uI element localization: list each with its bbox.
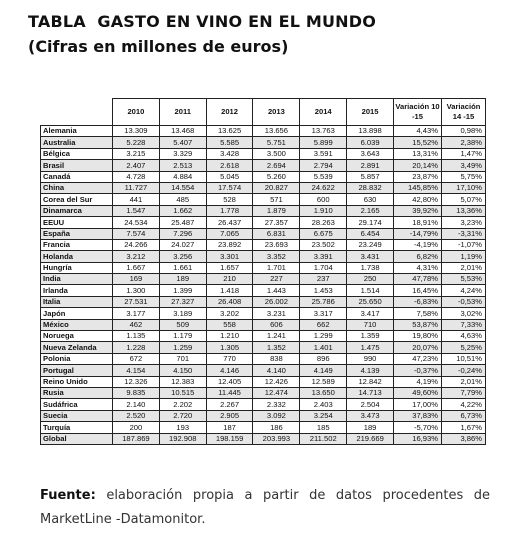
value-cell: 227 <box>253 274 300 285</box>
country-cell: Bélgica <box>41 148 113 159</box>
value-cell: 26.437 <box>206 217 253 228</box>
table-row <box>41 228 486 239</box>
value-cell: 1.704 <box>300 262 347 273</box>
value-cell: 3.215 <box>113 148 160 159</box>
table-row <box>41 148 486 159</box>
value-cell: 211.502 <box>300 433 347 444</box>
value-cell: 2.202 <box>159 399 206 410</box>
value-cell: 198.159 <box>206 433 253 444</box>
table-row <box>41 274 486 285</box>
variation-cell: 13,36% <box>442 205 486 216</box>
variation-cell: 1,67% <box>442 422 486 433</box>
value-cell: 27.327 <box>159 296 206 307</box>
header-year: 2014 <box>300 99 347 126</box>
country-cell: Francia <box>41 239 113 250</box>
variation-cell: 47,78% <box>394 274 442 285</box>
header-year: 2010 <box>113 99 160 126</box>
value-cell: 186 <box>253 422 300 433</box>
value-cell: 12.326 <box>113 376 160 387</box>
value-cell: 237 <box>300 274 347 285</box>
value-cell: 558 <box>206 319 253 330</box>
table-header-row <box>41 99 486 126</box>
variation-cell: 6,82% <box>394 251 442 262</box>
table-row <box>41 285 486 296</box>
variation-cell: -0,53% <box>442 296 486 307</box>
value-cell: 11.445 <box>206 387 253 398</box>
header-year: 2013 <box>253 99 300 126</box>
value-cell: 2.520 <box>113 410 160 421</box>
value-cell: 710 <box>347 319 394 330</box>
header-variation-14-15: Variación 14 -15 <box>442 99 486 126</box>
value-cell: 13.898 <box>347 126 394 137</box>
variation-cell: 1,19% <box>442 251 486 262</box>
country-cell: Hungría <box>41 262 113 273</box>
variation-cell: -4,19% <box>394 239 442 250</box>
value-cell: 4.154 <box>113 365 160 376</box>
value-cell: 13.309 <box>113 126 160 137</box>
value-cell: 571 <box>253 194 300 205</box>
country-cell: Noruega <box>41 331 113 342</box>
value-cell: 5.857 <box>347 171 394 182</box>
value-cell: 5.407 <box>159 137 206 148</box>
table-row <box>41 182 486 193</box>
value-cell: 5.539 <box>300 171 347 182</box>
variation-cell: 53,87% <box>394 319 442 330</box>
variation-cell: 7,33% <box>442 319 486 330</box>
value-cell: 3.301 <box>206 251 253 262</box>
value-cell: 1.778 <box>206 205 253 216</box>
value-cell: 9.835 <box>113 387 160 398</box>
country-cell: Rusia <box>41 387 113 398</box>
country-cell: Holanda <box>41 251 113 262</box>
value-cell: 630 <box>347 194 394 205</box>
value-cell: 5.045 <box>206 171 253 182</box>
table-row <box>41 353 486 364</box>
value-cell: 23.249 <box>347 239 394 250</box>
variation-cell: 13,31% <box>394 148 442 159</box>
variation-cell: 3,49% <box>442 160 486 171</box>
table-row <box>41 137 486 148</box>
value-cell: 1.661 <box>159 262 206 273</box>
value-cell: 3.329 <box>159 148 206 159</box>
value-cell: 219.669 <box>347 433 394 444</box>
value-cell: 2.891 <box>347 160 394 171</box>
value-cell: 1.514 <box>347 285 394 296</box>
value-cell: 3.428 <box>206 148 253 159</box>
variation-cell: -0,37% <box>394 365 442 376</box>
variation-cell: 3,86% <box>442 433 486 444</box>
variation-cell: 23,87% <box>394 171 442 182</box>
country-cell: Turquía <box>41 422 113 433</box>
variation-cell: 4,31% <box>394 262 442 273</box>
table-row <box>41 171 486 182</box>
value-cell: 1.210 <box>206 331 253 342</box>
table-row <box>41 205 486 216</box>
value-cell: 2.905 <box>206 410 253 421</box>
value-cell: 6.675 <box>300 228 347 239</box>
value-cell: 200 <box>113 422 160 433</box>
value-cell: 2.694 <box>253 160 300 171</box>
value-cell: 192.908 <box>159 433 206 444</box>
value-cell: 1.879 <box>253 205 300 216</box>
value-cell: 187 <box>206 422 253 433</box>
value-cell: 1.662 <box>159 205 206 216</box>
variation-cell: 17,00% <box>394 399 442 410</box>
value-cell: 2.165 <box>347 205 394 216</box>
variation-cell: 4,19% <box>394 376 442 387</box>
value-cell: 17.574 <box>206 182 253 193</box>
value-cell: 1.399 <box>159 285 206 296</box>
table-body <box>41 126 486 445</box>
value-cell: 2.407 <box>113 160 160 171</box>
variation-cell: 7,58% <box>394 308 442 319</box>
variation-cell: 5,53% <box>442 274 486 285</box>
source-label: Fuente: <box>40 488 96 503</box>
value-cell: 4.139 <box>347 365 394 376</box>
value-cell: 24.027 <box>159 239 206 250</box>
table-row <box>41 239 486 250</box>
value-cell: 3.254 <box>300 410 347 421</box>
country-cell: Alemania <box>41 126 113 137</box>
value-cell: 3.189 <box>159 308 206 319</box>
value-cell: 28.832 <box>347 182 394 193</box>
value-cell: 770 <box>206 353 253 364</box>
variation-cell: 5,07% <box>442 194 486 205</box>
value-cell: 24.534 <box>113 217 160 228</box>
value-cell: 701 <box>159 353 206 364</box>
value-cell: 1.475 <box>347 342 394 353</box>
variation-cell: -3,31% <box>442 228 486 239</box>
value-cell: 509 <box>159 319 206 330</box>
value-cell: 189 <box>347 422 394 433</box>
value-cell: 13.468 <box>159 126 206 137</box>
value-cell: 2.794 <box>300 160 347 171</box>
value-cell: 4.728 <box>113 171 160 182</box>
value-cell: 2.504 <box>347 399 394 410</box>
variation-cell: 2,01% <box>442 376 486 387</box>
variation-cell: 5,75% <box>442 171 486 182</box>
header-corner <box>41 99 113 126</box>
value-cell: 189 <box>159 274 206 285</box>
country-cell: Polonia <box>41 353 113 364</box>
value-cell: 6.454 <box>347 228 394 239</box>
value-cell: 672 <box>113 353 160 364</box>
variation-cell: 49,60% <box>394 387 442 398</box>
value-cell: 14.554 <box>159 182 206 193</box>
variation-cell: -14,79% <box>394 228 442 239</box>
value-cell: 896 <box>300 353 347 364</box>
value-cell: 185 <box>300 422 347 433</box>
variation-cell: 19,80% <box>394 331 442 342</box>
value-cell: 210 <box>206 274 253 285</box>
value-cell: 5.260 <box>253 171 300 182</box>
country-cell: Suecia <box>41 410 113 421</box>
value-cell: 3.177 <box>113 308 160 319</box>
source-text: elaboración propia a partir de datos procedentes de MarketLine -Datamonitor. <box>40 488 490 527</box>
value-cell: 3.391 <box>300 251 347 262</box>
value-cell: 7.574 <box>113 228 160 239</box>
value-cell: 5.228 <box>113 137 160 148</box>
table-row <box>41 251 486 262</box>
variation-cell: 39,92% <box>394 205 442 216</box>
table-row <box>41 126 486 137</box>
value-cell: 5.585 <box>206 137 253 148</box>
value-cell: 3.202 <box>206 308 253 319</box>
value-cell: 5.751 <box>253 137 300 148</box>
value-cell: 2.618 <box>206 160 253 171</box>
value-cell: 662 <box>300 319 347 330</box>
variation-cell: 10,51% <box>442 353 486 364</box>
country-cell: Australia <box>41 137 113 148</box>
table-row <box>41 422 486 433</box>
variation-cell: 15,52% <box>394 137 442 148</box>
value-cell: 3.500 <box>253 148 300 159</box>
variation-cell: 42,80% <box>394 194 442 205</box>
value-cell: 1.443 <box>253 285 300 296</box>
value-cell: 12.426 <box>253 376 300 387</box>
value-cell: 20.827 <box>253 182 300 193</box>
value-cell: 600 <box>300 194 347 205</box>
value-cell: 24.266 <box>113 239 160 250</box>
value-cell: 3.643 <box>347 148 394 159</box>
value-cell: 13.650 <box>300 387 347 398</box>
value-cell: 3.212 <box>113 251 160 262</box>
variation-cell: 4,63% <box>442 331 486 342</box>
value-cell: 4.884 <box>159 171 206 182</box>
variation-cell: 3,02% <box>442 308 486 319</box>
value-cell: 24.622 <box>300 182 347 193</box>
value-cell: 1.359 <box>347 331 394 342</box>
value-cell: 1.667 <box>113 262 160 273</box>
value-cell: 2.720 <box>159 410 206 421</box>
value-cell: 4.150 <box>159 365 206 376</box>
country-cell: España <box>41 228 113 239</box>
value-cell: 13.656 <box>253 126 300 137</box>
value-cell: 3.231 <box>253 308 300 319</box>
table-row <box>41 308 486 319</box>
value-cell: 1.305 <box>206 342 253 353</box>
country-cell: China <box>41 182 113 193</box>
value-cell: 1.418 <box>206 285 253 296</box>
variation-cell: 1,47% <box>442 148 486 159</box>
value-cell: 29.174 <box>347 217 394 228</box>
header-year: 2012 <box>206 99 253 126</box>
table-row <box>41 296 486 307</box>
wine-spending-table <box>40 98 486 445</box>
variation-cell: 20,07% <box>394 342 442 353</box>
value-cell: 27.357 <box>253 217 300 228</box>
variation-cell: 2,01% <box>442 262 486 273</box>
value-cell: 26.408 <box>206 296 253 307</box>
variation-cell: -6,83% <box>394 296 442 307</box>
value-cell: 250 <box>347 274 394 285</box>
table-title: TABLA GASTO EN VINO EN EL MUNDO <box>28 12 377 31</box>
value-cell: 1.547 <box>113 205 160 216</box>
table-row <box>41 217 486 228</box>
value-cell: 4.140 <box>253 365 300 376</box>
value-cell: 3.256 <box>159 251 206 262</box>
value-cell: 13.625 <box>206 126 253 137</box>
value-cell: 606 <box>253 319 300 330</box>
value-cell: 27.531 <box>113 296 160 307</box>
country-cell: Dinamarca <box>41 205 113 216</box>
table-row <box>41 160 486 171</box>
value-cell: 1.657 <box>206 262 253 273</box>
value-cell: 990 <box>347 353 394 364</box>
table-row <box>41 194 486 205</box>
value-cell: 3.473 <box>347 410 394 421</box>
header-variation-10-15: Variación 10 -15 <box>394 99 442 126</box>
table-row <box>41 376 486 387</box>
variation-cell: 20,14% <box>394 160 442 171</box>
variation-cell: 16,45% <box>394 285 442 296</box>
variation-cell: 16,93% <box>394 433 442 444</box>
value-cell: 2.513 <box>159 160 206 171</box>
source-note <box>40 484 490 532</box>
table-row <box>41 342 486 353</box>
value-cell: 1.300 <box>113 285 160 296</box>
value-cell: 14.713 <box>347 387 394 398</box>
value-cell: 23.502 <box>300 239 347 250</box>
value-cell: 3.317 <box>300 308 347 319</box>
value-cell: 1.241 <box>253 331 300 342</box>
value-cell: 2.403 <box>300 399 347 410</box>
value-cell: 3.591 <box>300 148 347 159</box>
variation-cell: -1,07% <box>442 239 486 250</box>
value-cell: 1.259 <box>159 342 206 353</box>
value-cell: 1.453 <box>300 285 347 296</box>
value-cell: 26.002 <box>253 296 300 307</box>
country-cell: Global <box>41 433 113 444</box>
variation-cell: 18,91% <box>394 217 442 228</box>
value-cell: 12.474 <box>253 387 300 398</box>
table-row <box>41 365 486 376</box>
country-cell: Portugal <box>41 365 113 376</box>
variation-cell: 145,85% <box>394 182 442 193</box>
value-cell: 10.515 <box>159 387 206 398</box>
value-cell: 193 <box>159 422 206 433</box>
country-cell: Sudáfrica <box>41 399 113 410</box>
country-cell: México <box>41 319 113 330</box>
value-cell: 7.296 <box>159 228 206 239</box>
value-cell: 1.228 <box>113 342 160 353</box>
value-cell: 2.267 <box>206 399 253 410</box>
value-cell: 12.405 <box>206 376 253 387</box>
value-cell: 187.869 <box>113 433 160 444</box>
table-row <box>41 319 486 330</box>
value-cell: 4.146 <box>206 365 253 376</box>
country-cell: Brasil <box>41 160 113 171</box>
value-cell: 23.693 <box>253 239 300 250</box>
variation-cell: 37,83% <box>394 410 442 421</box>
value-cell: 25.786 <box>300 296 347 307</box>
country-cell: Nueva Zelanda <box>41 342 113 353</box>
value-cell: 441 <box>113 194 160 205</box>
value-cell: 7.065 <box>206 228 253 239</box>
variation-cell: 4,43% <box>394 126 442 137</box>
value-cell: 25.650 <box>347 296 394 307</box>
variation-cell: 6,73% <box>442 410 486 421</box>
value-cell: 6.039 <box>347 137 394 148</box>
value-cell: 1.401 <box>300 342 347 353</box>
value-cell: 12.383 <box>159 376 206 387</box>
value-cell: 25.487 <box>159 217 206 228</box>
value-cell: 1.738 <box>347 262 394 273</box>
value-cell: 203.993 <box>253 433 300 444</box>
value-cell: 23.892 <box>206 239 253 250</box>
variation-cell: 17,10% <box>442 182 486 193</box>
variation-cell: 7,79% <box>442 387 486 398</box>
value-cell: 1.179 <box>159 331 206 342</box>
value-cell: 12.589 <box>300 376 347 387</box>
value-cell: 3.352 <box>253 251 300 262</box>
table-row <box>41 331 486 342</box>
table-row <box>41 410 486 421</box>
country-cell: Canadá <box>41 171 113 182</box>
country-cell: Reino Unido <box>41 376 113 387</box>
value-cell: 2.140 <box>113 399 160 410</box>
table-subtitle: (Cifras en millones de euros) <box>28 37 289 56</box>
variation-cell: 4,22% <box>442 399 486 410</box>
variation-cell: 0,98% <box>442 126 486 137</box>
value-cell: 1.910 <box>300 205 347 216</box>
country-cell: Japón <box>41 308 113 319</box>
variation-cell: 4,24% <box>442 285 486 296</box>
value-cell: 13.763 <box>300 126 347 137</box>
variation-cell: 3,23% <box>442 217 486 228</box>
value-cell: 3.417 <box>347 308 394 319</box>
variation-cell: 47,23% <box>394 353 442 364</box>
value-cell: 5.899 <box>300 137 347 148</box>
value-cell: 1.135 <box>113 331 160 342</box>
value-cell: 528 <box>206 194 253 205</box>
value-cell: 169 <box>113 274 160 285</box>
value-cell: 2.332 <box>253 399 300 410</box>
table-row <box>41 387 486 398</box>
value-cell: 11.727 <box>113 182 160 193</box>
value-cell: 838 <box>253 353 300 364</box>
country-cell: India <box>41 274 113 285</box>
value-cell: 1.701 <box>253 262 300 273</box>
value-cell: 12.842 <box>347 376 394 387</box>
variation-cell: 2,38% <box>442 137 486 148</box>
value-cell: 3.431 <box>347 251 394 262</box>
value-cell: 462 <box>113 319 160 330</box>
country-cell: Corea del Sur <box>41 194 113 205</box>
variation-cell: -0,24% <box>442 365 486 376</box>
value-cell: 3.092 <box>253 410 300 421</box>
value-cell: 1.299 <box>300 331 347 342</box>
variation-cell: -5,70% <box>394 422 442 433</box>
country-cell: Italia <box>41 296 113 307</box>
value-cell: 4.149 <box>300 365 347 376</box>
value-cell: 1.352 <box>253 342 300 353</box>
header-year: 2015 <box>347 99 394 126</box>
country-cell: EEUU <box>41 217 113 228</box>
value-cell: 485 <box>159 194 206 205</box>
header-year: 2011 <box>159 99 206 126</box>
table-row <box>41 433 486 444</box>
value-cell: 28.263 <box>300 217 347 228</box>
variation-cell: 5,25% <box>442 342 486 353</box>
value-cell: 6.831 <box>253 228 300 239</box>
table-row <box>41 262 486 273</box>
table-row <box>41 399 486 410</box>
country-cell: Irlanda <box>41 285 113 296</box>
